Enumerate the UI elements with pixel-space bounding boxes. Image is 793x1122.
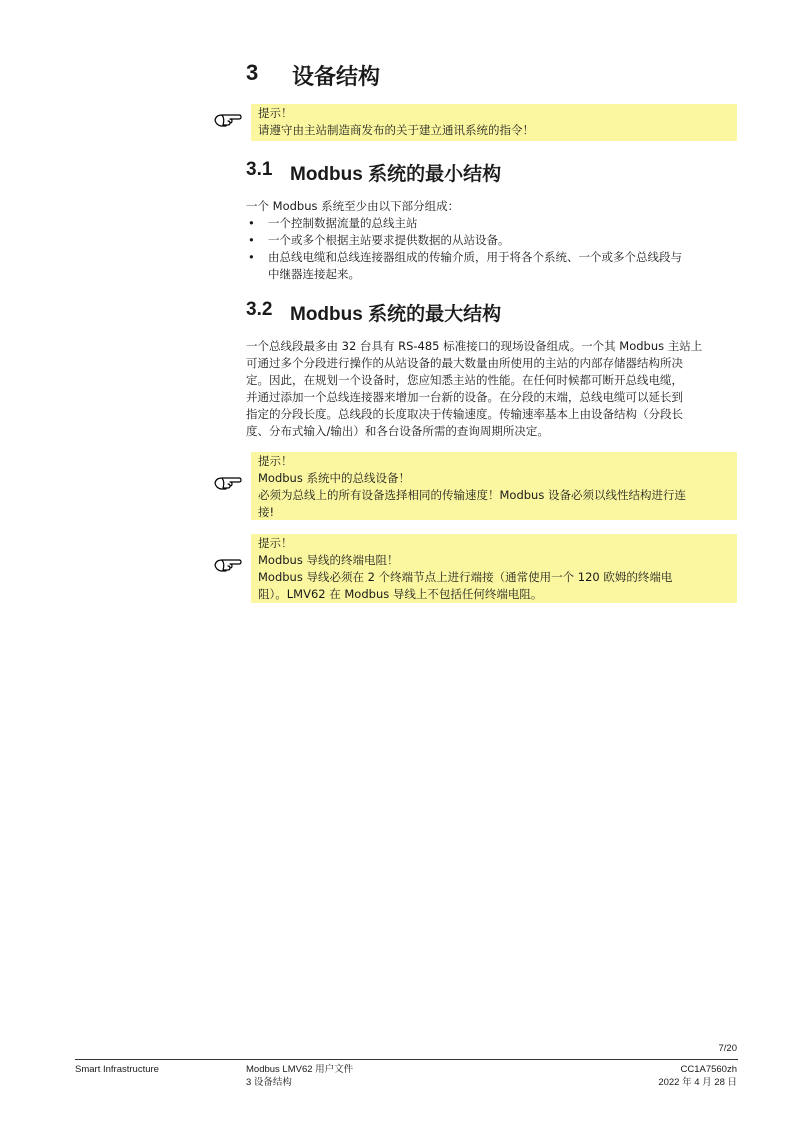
paragraph-line: 定。因此，在规划一个设备时，您应知悉主站的性能。在任何时候都可断开总线电缆， [246, 373, 683, 387]
footer-chapter: 3 设备结构 [246, 1077, 292, 1088]
section-number: 3.1 [246, 159, 273, 180]
pointing-hand-icon [213, 474, 243, 492]
chapter-number: 3 [246, 60, 259, 85]
note-box-1 [251, 104, 737, 141]
section-title: Modbus 系统的最大结构 [290, 304, 502, 325]
paragraph-line: 度、分布式输入/输出）和各台设备所需的查询周期所决定。 [246, 424, 549, 438]
list-item: • 一个控制数据流量的总线主站 [246, 215, 736, 232]
note-text: Modbus 导线必须在 2 个终端节点上进行端接（通常使用一个 120 欧姆的终端电 [258, 570, 673, 584]
paragraph-line: 指定的分段长度。总线段的长度取决于传输速度。传输速率基本上由设备结构（分段长 [246, 407, 683, 421]
note-label: 提示！ [258, 454, 293, 468]
note-box-2 [251, 452, 737, 520]
note-text: 必须为总线上的所有设备选择相同的传输速度！Modbus 设备必须以线性结构进行连 [258, 488, 686, 502]
note-label: 提示！ [258, 106, 293, 120]
note-heading: Modbus 系统中的总线设备！ [258, 471, 410, 485]
note-heading: Modbus 导线的终端电阻！ [258, 553, 399, 567]
bullet-list [246, 215, 736, 266]
list-item: • 一个或多个根据主站要求提供数据的从站设备。 [246, 232, 736, 249]
paragraph-line: 一个总线段最多由 32 台具有 RS-485 标准接口的现场设备组成。一个其 Modbus 主站上 [246, 339, 703, 353]
footer-company: Smart Infrastructure [75, 1064, 159, 1075]
chapter-title: 设备结构 [292, 64, 381, 89]
footer-date: 2022 年 4 月 28 日 [658, 1077, 737, 1088]
note-text: 阻）。LMV62 在 Modbus 导线上不包括任何终端电阻。 [258, 587, 543, 601]
paragraph-line: 并通过添加一个总线连接器来增加一台新的设备。在分段的末端，总线电缆可以延长到 [246, 390, 683, 404]
note-label: 提示！ [258, 536, 293, 550]
list-item-continuation: 中继器连接起来。 [268, 267, 360, 281]
section-paragraph [246, 338, 738, 440]
pointing-hand-icon [213, 111, 243, 129]
section-intro: 一个 Modbus 系统至少由以下部分组成： [246, 199, 460, 213]
footer-doc-id: CC1A7560zh [680, 1064, 737, 1075]
note-text: 接! [258, 505, 275, 519]
note-box-3 [251, 534, 737, 603]
footer-divider [75, 1059, 738, 1060]
paragraph-line: 可通过多个分段进行操作的从站设备的最大数量由所使用的主站的内部存储器结构所决 [246, 356, 683, 370]
section-title: Modbus 系统的最小结构 [290, 164, 502, 185]
pointing-hand-icon [213, 556, 243, 574]
note-text: 请遵守由主站制造商发布的关于建立通讯系统的指令！ [258, 123, 534, 137]
list-item: • 由总线电缆和总线连接器组成的传输介质，用于将各个系统、一个或多个总线段与 [246, 249, 736, 266]
footer-doc-title: Modbus LMV62 用户文件 [246, 1064, 354, 1075]
section-number: 3.2 [246, 299, 273, 320]
page-number: 7/20 [718, 1043, 737, 1054]
